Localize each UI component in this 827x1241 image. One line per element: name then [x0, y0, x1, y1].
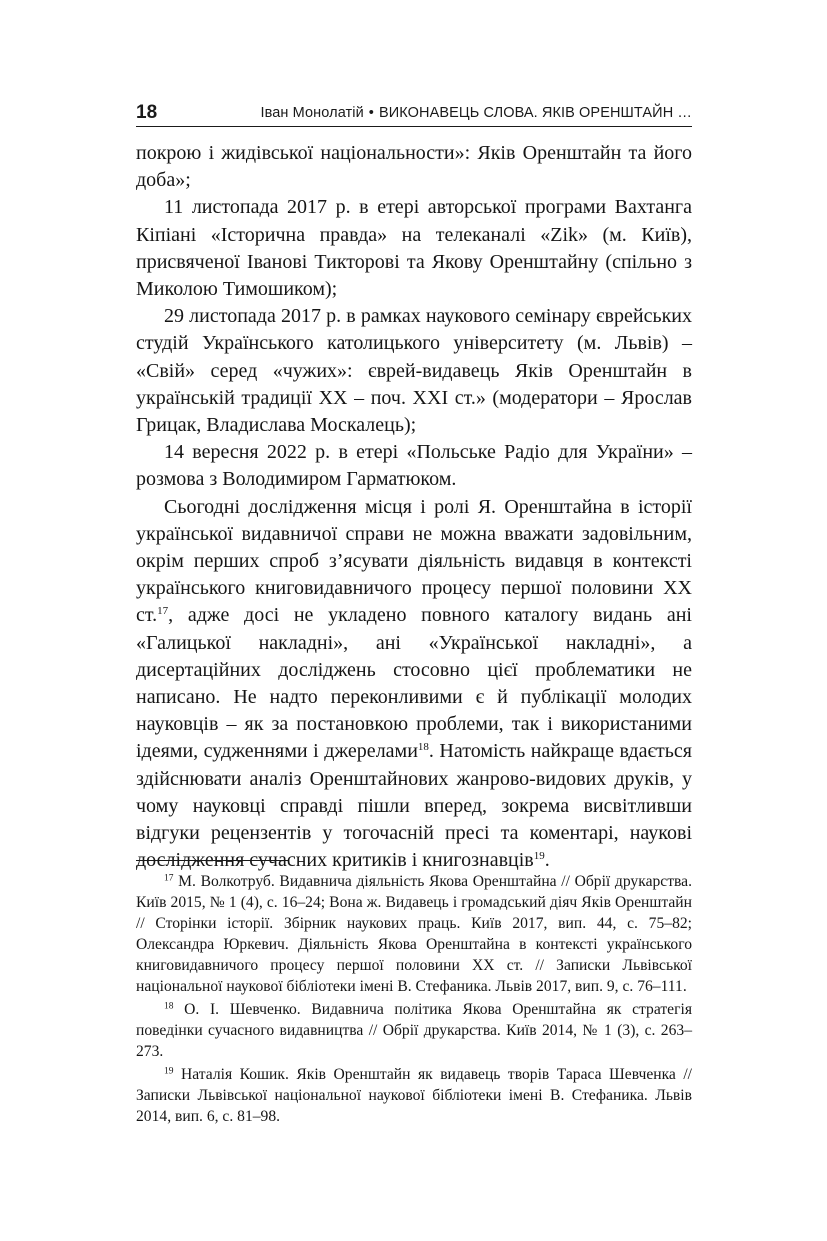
footnote-number: 18	[164, 1001, 174, 1012]
footnote-ref-19[interactable]: 19	[533, 850, 545, 863]
footnote-text: Наталія Кошик. Яків Оренштайн як видавець творів Тараса Шевченка // Записки Львівської національної наукової бібліотеки імені В. Стефаника. Львів 2014, вип. 6, с. 81–98.	[136, 1066, 692, 1125]
running-head	[261, 105, 693, 121]
footnote-18	[136, 999, 692, 1062]
footnote-19	[136, 1064, 692, 1127]
author-name: Іван Монолатій	[260, 105, 364, 121]
header-separator: •	[368, 105, 374, 121]
paragraph-text: . Натомість найкраще вдається здійснювати аналіз Оренштайнових жанрово-видових друків, у чому науковці справді пішли вперед, зокрема висвітливши відгуки рецензентів у тогочасній пресі та коментарі, наукові дослідження сучасних критиків і книгознавців	[136, 740, 692, 872]
footnote-number: 19	[164, 1066, 174, 1077]
paragraph-ucu-seminar: 29 листопада 2017 р. в рамках наукового семінару єврейських студій Українського католицького університету (м. Львів) – «Свій» серед «чужих»: єврей-видавець Яків Оренштайн в українській традиції XX – поч. XXI ст.» (модератори – Ярослав Грицак, Владислава Москалець);	[136, 305, 692, 437]
paragraph-text: .	[544, 849, 550, 872]
paragraph-polish-radio: 14 вересня 2022 р. в етері «Польське Радіо для України» – розмова з Володимиром Гарматюком.	[136, 441, 692, 491]
running-header	[136, 100, 692, 127]
footnotes	[136, 871, 692, 1129]
footnote-divider	[136, 860, 288, 861]
footnote-17	[136, 871, 692, 997]
footnote-text: М. Волкотруб. Видавнича діяльність Якова Оренштайна // Обрії друкарства. Київ 2015, № 1 (4), с. 16–24; Вона ж. Видавець і громадський діяч Яків Оренштайн // Сторінки історії. Збірник наукових праць. Київ 2017, вип. 44, с. 75–82; Олександра Юркевич. Діяльність Якова Оренштайна в контексті українського книговидавничого процесу першої половини XX ст. // Записки Львівської національної наукової бібліотеки імені В. Стефаника. Львів 2017, вип. 9, с. 76–111.	[136, 873, 692, 995]
work-title: ВИКОНАВЕЦЬ СЛОВА. ЯКІВ ОРЕНШТАЙН …	[378, 105, 692, 121]
paragraph-research-state	[136, 494, 692, 875]
paragraph-continuation: покрою і жидівської національности»: Яків Оренштайн та його доба»;	[136, 142, 692, 192]
paragraph-text: , адже досі не укладено повного каталогу видань ані «Галицької накладні», ані «Української накладні», а дисертаційних досліджень стосовно цієї проблематики не написано. Не надто переконливими є й публікації молодих науковців – як за постановкою проблеми, так і використаними ідеями, судженнями і джерелами	[136, 604, 692, 763]
paragraph-text: Сьогодні дослідження місця і ролі Я. Оренштайна в історії української видавничої справи не можна вважати задовільним, окрім перших спроб з’ясувати діяльність видавця в контексті українського книговидавничого процесу першої половини XX ст.	[136, 495, 692, 627]
page-number: 18	[136, 102, 158, 123]
footnote-ref-17[interactable]: 17	[157, 605, 169, 618]
main-text	[136, 140, 692, 874]
paragraph-zik-broadcast: 11 листопада 2017 р. в етері авторської програми Вахтанга Кіпіані «Історична правда» на телеканалі «Zik» (м. Київ), присвяченої Іванові Тикторові та Якову Оренштайну (спільно з Миколою Тимошиком);	[136, 196, 692, 301]
footnote-ref-18[interactable]: 18	[417, 741, 429, 754]
footnote-number: 17	[164, 873, 174, 884]
footnote-text: О. І. Шевченко. Видавнича політика Якова Оренштайна як стратегія поведінки сучасного видавництва // Обрії друкарства. Київ 2014, № 1 (3), с. 263–273.	[136, 1001, 692, 1060]
